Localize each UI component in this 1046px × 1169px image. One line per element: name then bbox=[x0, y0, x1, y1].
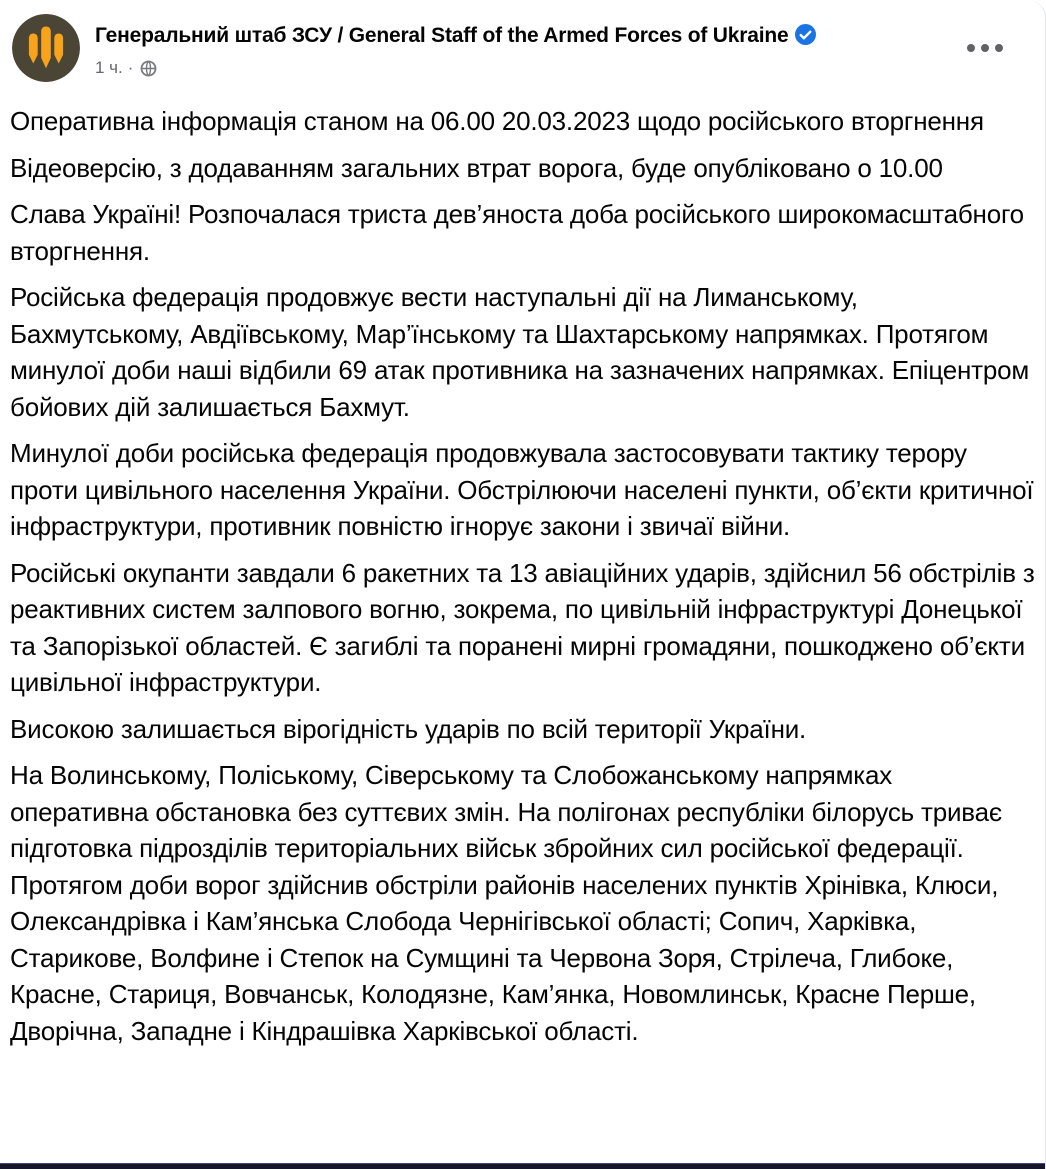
more-options-ellipsis-icon bbox=[995, 44, 1003, 52]
globe-public-icon bbox=[140, 60, 157, 77]
post-paragraph: Оперативна інформація станом на 06.00 20.03.2023 щодо російського вторгнення bbox=[10, 106, 984, 136]
post-timestamp[interactable]: 1 ч. bbox=[95, 58, 123, 77]
more-options-ellipsis-icon bbox=[981, 44, 989, 52]
post-paragraph: Російські окупанти завдали 6 ракетних та 13 авіаційних ударів, здійснил 56 обстрілів з реактивних систем залпового вогню, зокрема, по цивільній інфраструктурі Донецької та Запорізької областей. Є загиблі та поранені мирні громадяни, пошкоджено об’єкти цивільної інфраструктури. bbox=[10, 557, 1042, 697]
bottom-edge-strip bbox=[0, 1163, 1045, 1169]
more-options-ellipsis-icon bbox=[967, 44, 975, 52]
trident-emblem-icon bbox=[12, 14, 80, 82]
post-paragraph: На Волинському, Поліському, Сіверському та Слобожанському напрямках оперативна обстановка без суттєвих змін. На полігонах республіки білорусь триває підготовка підрозділів територіальних військ збройних сил російської федерації. Протягом доби ворог здійснив обстріли районів населених пунктів Хрінівка, Клюси, Олександрівка і Кам’янська Слобода Чернігівської області; Сопич, Харківка, Старикове, Волфине і Степок на Сумщині та Червона Зоря, Стрілеча, Глибоке, Красне, Стариця, Вовчанськ, Колодязне, Кам’янка, Новомлинськ, Красне Перше, Дворічна, Западне і Кіндрашівка Харківської області. bbox=[10, 760, 1009, 1046]
page-name-text[interactable]: Генеральний штаб ЗСУ / General Staff of the Armed Forces of Ukraine bbox=[95, 24, 789, 47]
post-header bbox=[0, 0, 1045, 82]
post-paragraph: Російська федерація продовжує вести наступальні дії на Лиманському, Бахмутському, Авдіївському, Мар’їнському та Шахтарському напрямках. Протягом минулої доби наші відбили 69 атак противника на зазначених напрямках. Епіцентром бойових дій залишається Бахмут. bbox=[10, 282, 1037, 422]
verified-badge-icon bbox=[795, 24, 816, 45]
post-text bbox=[0, 103, 1045, 1049]
post-paragraph: Високою залишається вірогідність ударів по всій території України. bbox=[10, 713, 807, 744]
page-name[interactable] bbox=[95, 20, 816, 51]
more-options-button[interactable] bbox=[963, 30, 1007, 66]
meta-separator: · bbox=[127, 58, 134, 77]
page-avatar[interactable] bbox=[12, 14, 80, 82]
post-paragraph: Відеоверсію, з додаванням загальних втрат ворога, буде опубліковано о 10.00 bbox=[10, 152, 943, 183]
post-meta bbox=[95, 58, 816, 78]
post-paragraph: Минулої доби російська федерація продовжувала застосовувати тактику терору проти цивільного населення України. Обстрілюючи населені пункти, об’єкти критичної інфраструктури, противник повністю ігнорує закони і звичаї війни. bbox=[10, 438, 1041, 541]
post-paragraph: Слава Україні! Розпочалася триста дев’яноста доба російського широкомасштабного вторгнення. bbox=[10, 199, 1031, 266]
header-info bbox=[95, 14, 816, 78]
